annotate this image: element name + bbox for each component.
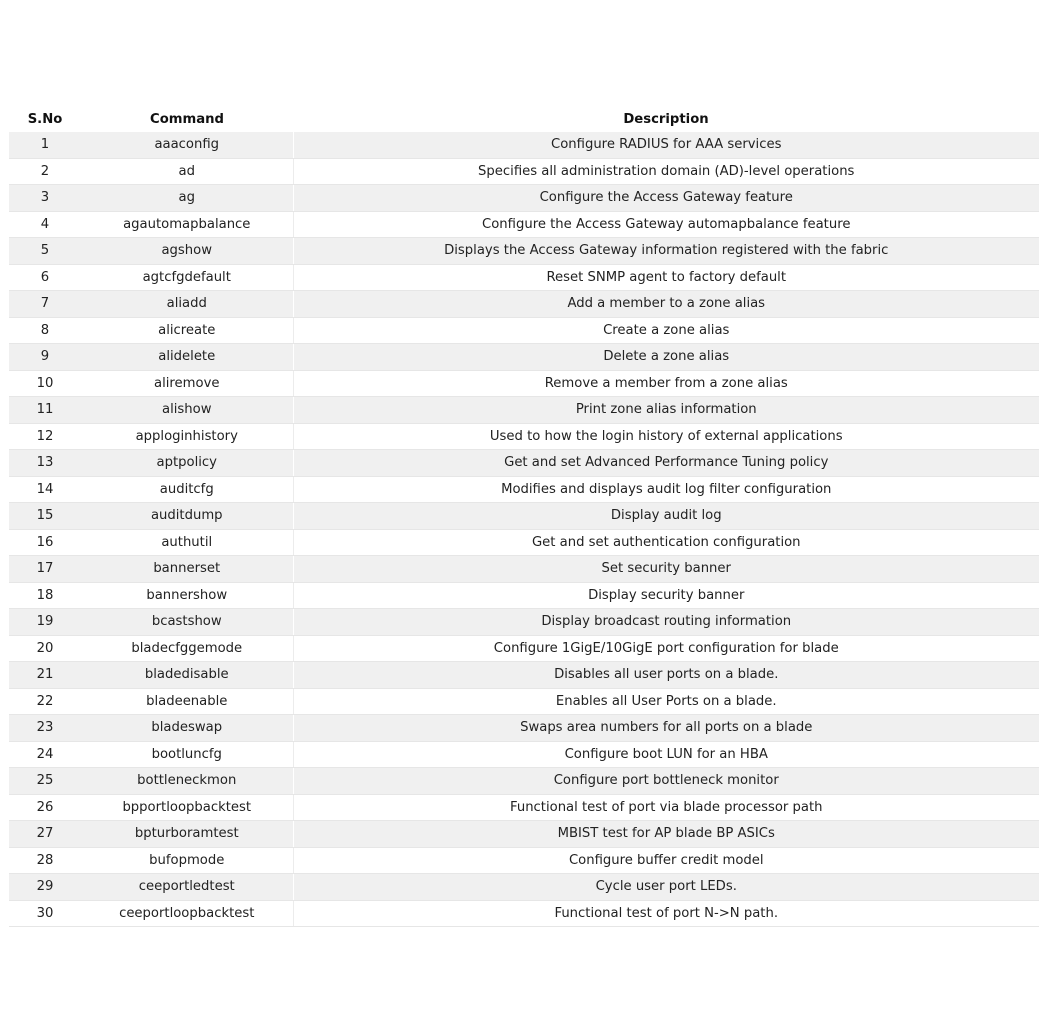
row-sno: 12 (9, 423, 81, 450)
table-row (9, 397, 1039, 424)
row-description: Functional test of port via blade processor path (293, 794, 1039, 821)
row-command: aliremove (81, 370, 293, 397)
row-description: Displays the Access Gateway information registered with the fabric (293, 238, 1039, 265)
table-row (9, 688, 1039, 715)
table-row (9, 423, 1039, 450)
row-sno: 22 (9, 688, 81, 715)
row-command: agautomapbalance (81, 211, 293, 238)
table-row (9, 635, 1039, 662)
table-row (9, 556, 1039, 583)
row-sno: 30 (9, 900, 81, 927)
table-row (9, 291, 1039, 318)
row-description: Functional test of port N->N path. (293, 900, 1039, 927)
row-command: agtcfgdefault (81, 264, 293, 291)
row-command: bannerset (81, 556, 293, 583)
row-description: Delete a zone alias (293, 344, 1039, 371)
table-row (9, 794, 1039, 821)
table-row (9, 609, 1039, 636)
row-command: bannershow (81, 582, 293, 609)
row-command: ag (81, 185, 293, 212)
row-sno: 17 (9, 556, 81, 583)
row-sno: 15 (9, 503, 81, 530)
table-row (9, 344, 1039, 371)
table-row (9, 370, 1039, 397)
table-header (9, 106, 1039, 132)
row-sno: 10 (9, 370, 81, 397)
row-command: ceeportledtest (81, 874, 293, 901)
row-command: ceeportloopbacktest (81, 900, 293, 927)
row-sno: 11 (9, 397, 81, 424)
table-row (9, 768, 1039, 795)
row-description: Cycle user port LEDs. (293, 874, 1039, 901)
row-command: auditdump (81, 503, 293, 530)
row-description: Set security banner (293, 556, 1039, 583)
row-sno: 28 (9, 847, 81, 874)
table-row (9, 132, 1039, 158)
row-description: Display audit log (293, 503, 1039, 530)
row-description: Enables all User Ports on a blade. (293, 688, 1039, 715)
row-description: Get and set Advanced Performance Tuning policy (293, 450, 1039, 477)
table-row (9, 211, 1039, 238)
header-sno: S.No (27, 111, 63, 127)
row-sno: 18 (9, 582, 81, 609)
row-sno: 24 (9, 741, 81, 768)
row-command: ad (81, 158, 293, 185)
table-row (9, 476, 1039, 503)
row-description: Add a member to a zone alias (293, 291, 1039, 318)
row-command: bufopmode (81, 847, 293, 874)
row-description: Display security banner (293, 582, 1039, 609)
row-description: Specifies all administration domain (AD)-level operations (293, 158, 1039, 185)
row-description: Configure port bottleneck monitor (293, 768, 1039, 795)
command-table (9, 106, 1039, 927)
row-command: bladecfggemode (81, 635, 293, 662)
row-sno: 20 (9, 635, 81, 662)
table-row (9, 317, 1039, 344)
table-row (9, 158, 1039, 185)
table-row (9, 715, 1039, 742)
row-description: Configure 1GigE/10GigE port configuration for blade (293, 635, 1039, 662)
row-description: Swaps area numbers for all ports on a blade (293, 715, 1039, 742)
row-description: Configure buffer credit model (293, 847, 1039, 874)
table-row (9, 900, 1039, 927)
row-command: bpturboramtest (81, 821, 293, 848)
row-description: Configure RADIUS for AAA services (293, 132, 1039, 158)
row-command: bladeenable (81, 688, 293, 715)
row-command: apploginhistory (81, 423, 293, 450)
command-table-container (9, 106, 889, 927)
row-sno: 7 (9, 291, 81, 318)
row-command: aliadd (81, 291, 293, 318)
table-row (9, 821, 1039, 848)
row-sno: 29 (9, 874, 81, 901)
table-row (9, 874, 1039, 901)
row-sno: 5 (9, 238, 81, 265)
row-command: bladedisable (81, 662, 293, 689)
row-sno: 21 (9, 662, 81, 689)
header-description: Description (623, 111, 709, 127)
table-body (9, 132, 1039, 927)
row-description: Configure the Access Gateway automapbalance feature (293, 211, 1039, 238)
row-description: Disables all user ports on a blade. (293, 662, 1039, 689)
row-description: Get and set authentication configuration (293, 529, 1039, 556)
table-row (9, 450, 1039, 477)
row-description: Reset SNMP agent to factory default (293, 264, 1039, 291)
row-sno: 2 (9, 158, 81, 185)
row-sno: 23 (9, 715, 81, 742)
row-command: bpportloopbacktest (81, 794, 293, 821)
row-command: alicreate (81, 317, 293, 344)
row-sno: 16 (9, 529, 81, 556)
row-description: MBIST test for AP blade BP ASICs (293, 821, 1039, 848)
row-command: alishow (81, 397, 293, 424)
row-command: alidelete (81, 344, 293, 371)
row-sno: 4 (9, 211, 81, 238)
row-sno: 26 (9, 794, 81, 821)
row-command: aptpolicy (81, 450, 293, 477)
table-row (9, 238, 1039, 265)
row-description: Configure boot LUN for an HBA (293, 741, 1039, 768)
table-row (9, 741, 1039, 768)
row-sno: 27 (9, 821, 81, 848)
row-description: Used to how the login history of external applications (293, 423, 1039, 450)
table-row (9, 662, 1039, 689)
header-row (9, 106, 1039, 132)
table-row (9, 185, 1039, 212)
row-command: authutil (81, 529, 293, 556)
row-command: bottleneckmon (81, 768, 293, 795)
table-row (9, 264, 1039, 291)
row-sno: 19 (9, 609, 81, 636)
row-sno: 13 (9, 450, 81, 477)
row-sno: 14 (9, 476, 81, 503)
table-row (9, 529, 1039, 556)
row-description: Display broadcast routing information (293, 609, 1039, 636)
table-row (9, 503, 1039, 530)
row-description: Create a zone alias (293, 317, 1039, 344)
row-sno: 8 (9, 317, 81, 344)
header-command: Command (150, 111, 224, 127)
row-description: Print zone alias information (293, 397, 1039, 424)
row-command: bcastshow (81, 609, 293, 636)
row-command: auditcfg (81, 476, 293, 503)
row-sno: 1 (9, 132, 81, 158)
row-command: aaaconfig (81, 132, 293, 158)
row-command: agshow (81, 238, 293, 265)
table-row (9, 582, 1039, 609)
row-description: Remove a member from a zone alias (293, 370, 1039, 397)
row-sno: 25 (9, 768, 81, 795)
row-command: bladeswap (81, 715, 293, 742)
row-description: Modifies and displays audit log filter configuration (293, 476, 1039, 503)
table-row (9, 847, 1039, 874)
row-description: Configure the Access Gateway feature (293, 185, 1039, 212)
row-sno: 6 (9, 264, 81, 291)
row-command: bootluncfg (81, 741, 293, 768)
row-sno: 9 (9, 344, 81, 371)
row-sno: 3 (9, 185, 81, 212)
